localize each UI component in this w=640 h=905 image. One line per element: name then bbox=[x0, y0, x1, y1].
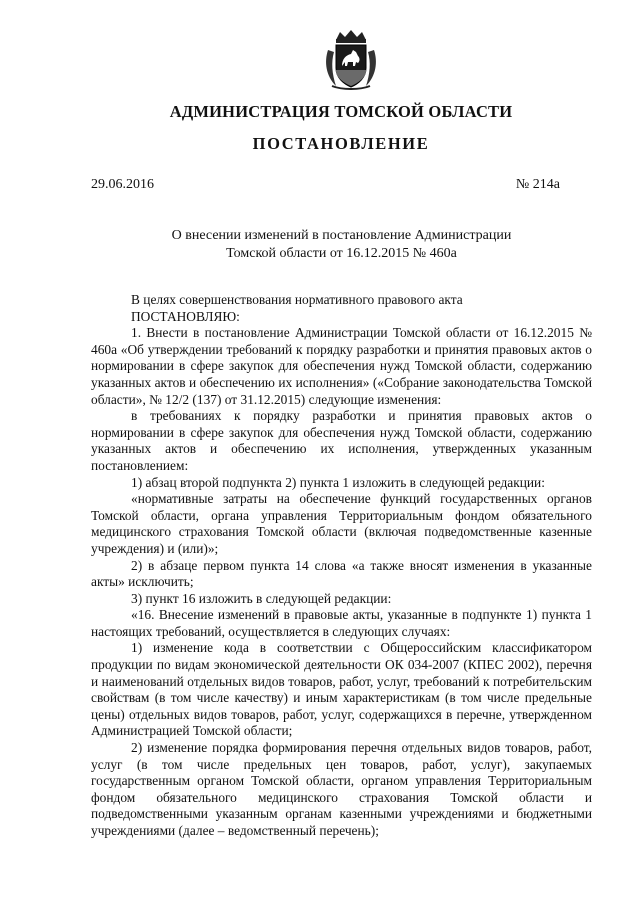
subject-line-2: Томской области от 16.12.2015 № 460а bbox=[226, 246, 457, 261]
paragraph-resolve: ПОСТАНОВЛЯЮ: bbox=[131, 308, 240, 324]
tomsk-coat-of-arms-icon bbox=[322, 28, 380, 92]
paragraph-item-1: 1. Внести в постановление Администрации Томской области от 16.12.2015 № 460а «Об утверждении требований к порядку разработки и принятия правовых актов о нормировании в сфере закупок для обеспечения нужд Томской области, содержанию указанных актов и обеспечению их исполнения» («Собрание законодательства Томской области», № 12/2 (137) от 31.12.2015) следующие изменения: bbox=[91, 325, 592, 407]
paragraph-case-2: 2) изменение порядка формирования перечня отдельных видов товаров, работ, услуг (в том числе предельных цен товаров, работ, услуг), закупаемых государственным органом Томской области, органом управления Территориальным фондом обязательного медицинского страхования Томской области и подведомственными указанным органам казенными учреждениями и бюджетными учреждениями (далее – ведомственный перечень); bbox=[91, 740, 592, 838]
document-body bbox=[91, 292, 592, 840]
paragraph-preamble: В целях совершенствования нормативного правового акта bbox=[131, 292, 463, 307]
paragraph-case-1: 1) изменение кода в соответствии с Общероссийским классификатором продукции по видам экономической деятельности ОК 034-2007 (КПЕС 2002), перечня и наименований отдельных видов товаров, работ, услуг, требований к потребительским свойствам (в том числе качеству) и иным характеристикам (в том числе предельные цены) отдельных видов товаров, работ, услуг, содержащихся в перечне, утвержденном Администрацией Томской области; bbox=[91, 640, 592, 739]
document-date: 29.06.2016 bbox=[91, 177, 154, 192]
org-title: АДМИНИСТРАЦИЯ ТОМСКОЙ ОБЛАСТИ bbox=[169, 102, 513, 121]
subject-line-1: О внесении изменений в постановление Администрации bbox=[171, 228, 512, 243]
document-number: № 214а bbox=[515, 177, 560, 192]
paragraph-change-1-text: «нормативные затраты на обеспечение функций государственных органов Томской области, органа управления Территориальным фондом обязательного медицинского страхования Томской области (включая подведомственные казенные учреждения) и (или)»; bbox=[91, 491, 592, 556]
paragraph-change-2: 2) в абзаце первом пункта 14 слова «а также вносят изменения в указанные акты» исключить; bbox=[91, 557, 592, 590]
paragraph-point-16: «16. Внесение изменений в правовые акты, указанные в подпункте 1) пункта 1 настоящих требований, осуществляется в следующих случаях: bbox=[91, 607, 592, 639]
paragraph-change-1: 1) абзац второй подпункта 2) пункта 1 изложить в следующей редакции: bbox=[131, 474, 545, 490]
doc-type-title: ПОСТАНОВЛЕНИЕ bbox=[252, 134, 430, 153]
paragraph-requirements: в требованиях к порядку разработки и принятия правовых актов о нормировании в сфере закупок для обеспечения нужд Томской области, содержанию указанных актов и обеспечению их исполнения, утвержденных указанным постановлением: bbox=[91, 408, 592, 473]
document-subject bbox=[91, 227, 592, 263]
paragraph-change-3: 3) пункт 16 изложить в следующей редакции: bbox=[131, 590, 392, 606]
